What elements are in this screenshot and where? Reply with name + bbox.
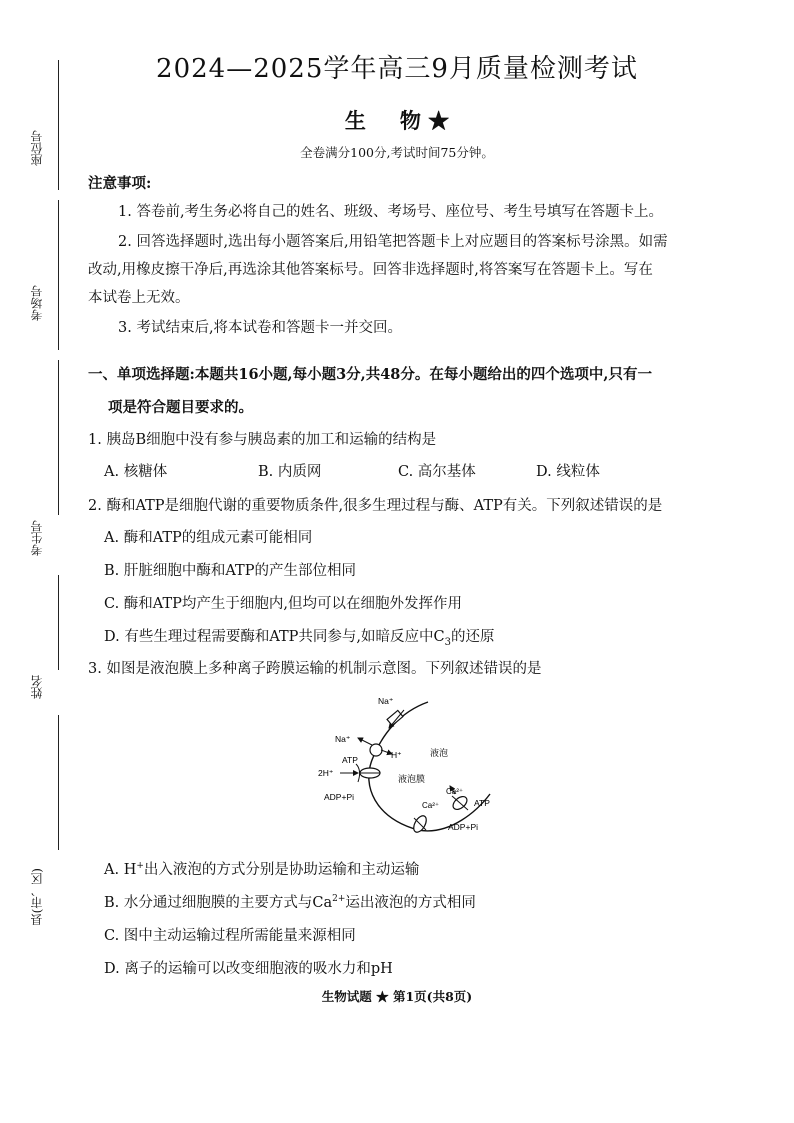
question-2-stem: 2. 酶和ATP是细胞代谢的重要物质条件,很多生理过程与酶、ATP有关。下列叙述错误的是 bbox=[88, 498, 663, 514]
question-2-option-d bbox=[104, 625, 495, 648]
question-3-option-b-text: B. 水分通过细胞膜的主要方式与Ca bbox=[104, 895, 333, 911]
label-h-plus: H⁺ bbox=[391, 750, 402, 760]
section-1-intro-line-1: 一、单项选择题:本题共16小题,每小题3分,共48分。在每小题给出的四个选项中,只有一 bbox=[88, 366, 652, 383]
question-2-option-a: A. 酶和ATP的组成元素可能相同 bbox=[104, 530, 313, 546]
na-channel bbox=[387, 710, 404, 728]
question-3-option-a-superscript: + bbox=[136, 861, 144, 872]
question-1-option-b: B. 内质网 bbox=[258, 464, 322, 480]
notes-heading: 注意事项: bbox=[88, 175, 152, 192]
margin-line-name bbox=[58, 575, 59, 670]
ion-transport-diagram bbox=[300, 690, 520, 840]
margin-line-examinee bbox=[58, 360, 59, 515]
question-3-option-a-text: A. H bbox=[104, 862, 137, 878]
question-1-option-c: C. 高尔基体 bbox=[398, 464, 476, 480]
question-2-option-b: B. 肝脏细胞中酶和ATP的产生部位相同 bbox=[104, 563, 356, 579]
seat-number-label: 座位号 bbox=[30, 130, 44, 166]
exam-meta: 全卷满分100分,考试时间75分钟。 bbox=[300, 145, 494, 160]
note-item-1: 1. 答卷前,考生务必将自己的姓名、班级、考场号、座位号、考生号填写在答题卡上。 bbox=[118, 204, 664, 220]
label-ca-out: Ca²⁺ bbox=[446, 787, 464, 796]
county-label: 县(市、区) bbox=[30, 868, 44, 926]
question-1-option-a: A. 核糖体 bbox=[104, 464, 168, 480]
subject-char-2: 物 bbox=[399, 108, 421, 133]
question-2-option-d-subscript: 3 bbox=[444, 636, 452, 648]
question-2-option-d-text-end: 的还原 bbox=[451, 629, 495, 645]
label-membrane: 液泡膜 bbox=[398, 774, 426, 784]
h-pump bbox=[340, 764, 380, 782]
question-1-option-d: D. 线粒体 bbox=[536, 464, 600, 480]
label-na-left: Na⁺ bbox=[335, 734, 351, 744]
question-3-option-d: D. 离子的运输可以改变细胞液的吸水力和pH bbox=[104, 961, 393, 977]
question-1-stem: 1. 胰岛B细胞中没有参与胰岛素的加工和运输的结构是 bbox=[88, 432, 437, 448]
subject-title bbox=[0, 105, 794, 135]
examinee-number-label: 考生号 bbox=[30, 520, 44, 556]
label-atp-left: ATP bbox=[342, 755, 358, 765]
label-na-top: Na⁺ bbox=[378, 696, 394, 706]
vacuole-membrane-curve bbox=[369, 702, 490, 831]
question-1-options bbox=[104, 460, 754, 482]
exam-room-label: 考场号 bbox=[30, 285, 44, 321]
star-icon: ★ bbox=[428, 108, 450, 133]
question-2-option-c: C. 酶和ATP均产生于细胞内,但均可以在细胞外发挥作用 bbox=[104, 596, 463, 612]
note-item-2-line-1: 2. 回答选择题时,选出每小题答案后,用铅笔把答题卡上对应题目的答案标号涂黑。如需 bbox=[118, 234, 668, 250]
label-ca-in: Ca²⁺ bbox=[422, 801, 440, 810]
question-3-option-c: C. 图中主动运输过程所需能量来源相同 bbox=[104, 928, 356, 944]
question-3-option-b-text-end: 运出液泡的方式相同 bbox=[345, 895, 476, 911]
label-vacuole: 液泡 bbox=[430, 748, 449, 758]
note-item-2-line-3: 本试卷上无效。 bbox=[88, 290, 190, 306]
note-item-2-line-2: 改动,用橡皮擦干净后,再选涂其他答案标号。回答非选择题时,将答案写在答题卡上。写在 bbox=[88, 262, 653, 278]
page-footer: 生物试题 ★ 第1页(共8页) bbox=[321, 989, 473, 1004]
margin-line-county bbox=[58, 715, 59, 850]
question-3-option-a bbox=[104, 858, 419, 879]
label-adp-left: ADP+Pi bbox=[324, 792, 354, 802]
subject-char-1: 生 bbox=[344, 108, 366, 133]
margin-line-room bbox=[58, 200, 59, 350]
question-3-option-a-text-end: 出入液泡的方式分别是协助运输和主动运输 bbox=[143, 862, 420, 878]
label-atp-right: ATP bbox=[474, 798, 490, 808]
label-2h: 2H⁺ bbox=[318, 768, 334, 778]
question-3-option-b bbox=[104, 891, 476, 912]
exam-title: 2024—2025学年高三9月质量检测考试 bbox=[156, 54, 638, 84]
name-label: 姓名 bbox=[30, 675, 44, 699]
question-3-stem: 3. 如图是液泡膜上多种离子跨膜运输的机制示意图。下列叙述错误的是 bbox=[88, 661, 542, 677]
section-1-intro-line-2: 项是符合题目要求的。 bbox=[108, 399, 253, 416]
question-3-option-b-superscript: 2+ bbox=[332, 894, 346, 905]
na-h-antiporter bbox=[358, 738, 392, 756]
question-2-option-d-text: D. 有些生理过程需要酶和ATP共同参与,如暗反应中C bbox=[104, 629, 445, 645]
note-item-3: 3. 考试结束后,将本试卷和答题卡一并交回。 bbox=[118, 320, 403, 336]
label-adp-right: ADP+Pi bbox=[448, 822, 478, 832]
